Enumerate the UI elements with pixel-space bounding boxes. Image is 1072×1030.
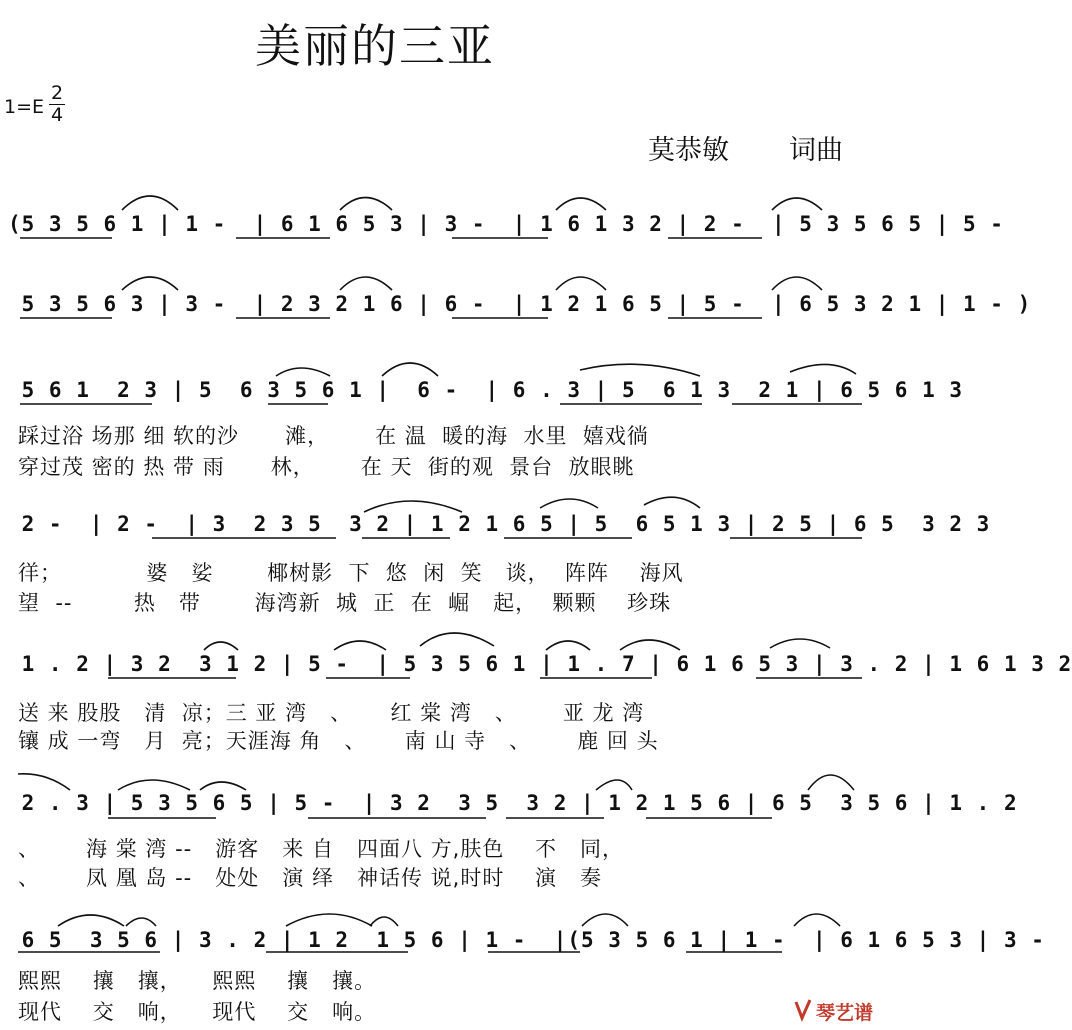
slur xyxy=(118,780,190,790)
slur xyxy=(58,915,124,926)
slur xyxy=(644,497,700,508)
credit-author: 莫恭敏 xyxy=(648,135,729,166)
lyric-verse-2: 镶 成 一弯 月 亮；天涯海 角 、 南 山 寺 、 鹿 回 头 xyxy=(18,729,659,753)
slur xyxy=(126,918,156,926)
notes-line: 2 - | 2 - | 3 2 3 5 3 2 | 1 2 1 6 5 | 5 6 5 1 3 | 2 5 | 6 5 3 2 3 xyxy=(8,512,991,536)
notes-line: 1 . 2 | 3 2 3 1 2 | 5 - | 5 3 5 6 1 | 1 . 7 | 6 1 6 5 3 | 3 . 2 | 1 6 1 3 2 xyxy=(8,652,1072,676)
slur xyxy=(794,914,840,926)
slur xyxy=(620,640,680,650)
score-row-5 xyxy=(0,652,1072,692)
slur xyxy=(596,780,632,790)
score-row-4 xyxy=(0,512,991,552)
score-row-1 xyxy=(0,212,1004,252)
lyric-verse-2: 望 -- 热 带 海湾新 城 正 在 崛 起， 颗颗 珍珠 xyxy=(18,591,672,615)
lyric-verse-1: 踩过浴 场那 细 软的沙 滩， 在 温 暖的海 水里 嬉戏徜 xyxy=(18,424,649,448)
notes-line: 5 6 1 2 3 | 5 6 3 5 6 1 | 6 - | 6 . 3 | 5 6 1 3 2 1 | 6 5 6 1 3 xyxy=(8,378,964,402)
slur xyxy=(772,198,822,210)
lyric-verse-1: 徉； 婆 娑 椰树影 下 悠 闲 笑 谈， 阵阵 海风 xyxy=(18,561,684,585)
slur xyxy=(286,914,372,926)
slur xyxy=(200,782,246,790)
slur xyxy=(122,277,178,290)
watermark-text: 琴艺谱 xyxy=(816,1002,874,1024)
lyric-verse-2: 穿过茂 密的 热 带 雨 林， 在 天 街的观 景台 放眼眺 xyxy=(18,455,635,479)
slur xyxy=(582,914,628,926)
time-signature xyxy=(47,84,67,125)
slur xyxy=(790,364,856,374)
slur xyxy=(772,277,822,290)
slur xyxy=(546,641,590,650)
slur xyxy=(204,642,238,650)
meter-bottom: 4 xyxy=(50,104,64,126)
score-row-3 xyxy=(0,378,964,418)
slur xyxy=(382,363,438,376)
slur xyxy=(580,364,700,376)
score-row-2 xyxy=(0,292,1032,332)
slur xyxy=(420,633,494,646)
lyric-verse-1: 送 来 股股 清 凉；三 亚 湾 、 红 棠 湾 、 亚 龙 湾 xyxy=(18,701,645,725)
slur xyxy=(122,196,178,210)
notes-line: 2 . 3 | 5 3 5 6 5 | 5 - | 3 2 3 5 3 2 | 1 2 1 5 6 | 6 5 3 5 6 | 1 . 2 xyxy=(8,791,1018,815)
song-title: 美丽的三亚 xyxy=(255,19,495,73)
slur xyxy=(334,641,386,650)
slur xyxy=(770,639,830,648)
lyric-verse-1: 、 海 棠 湾 -- 游客 来 自 四面八 方,肤色 不 同， xyxy=(18,837,625,861)
meter-top: 2 xyxy=(50,82,64,104)
slur xyxy=(540,499,598,508)
notes-line: 6 5 3 5 6 | 3 . 2 | 1 2 1 5 6 | 1 - |(5 3 5 6 1 | 1 - | 6 1 6 5 3 | 3 - xyxy=(8,928,1045,952)
slur xyxy=(556,277,606,290)
credit xyxy=(648,128,843,167)
slur xyxy=(364,501,462,512)
credit-role: 词曲 xyxy=(789,135,843,166)
notes-line: 5 3 5 6 3 | 3 - | 2 3 2 1 6 | 6 - | 1 2 1 6 5 | 5 - | 6 5 3 2 1 | 1 - ) xyxy=(8,292,1032,316)
lyric-verse-2: 现代 交 响， 现代 交 响。 xyxy=(18,1000,377,1024)
score-row-7 xyxy=(0,928,1045,968)
slur xyxy=(808,775,854,790)
score-row-6 xyxy=(0,791,1018,831)
slur xyxy=(370,917,398,926)
slur xyxy=(18,774,70,790)
slur xyxy=(340,277,392,290)
lyric-verse-2: 、 凤 凰 岛 -- 处处 演 绎 神话传 说,时时 演 奏 xyxy=(18,866,603,890)
lyric-verse-1: 熙熙 攘 攘， 熙熙 攘 攘。 xyxy=(18,969,377,993)
slur xyxy=(340,198,392,211)
notes-line: (5 3 5 6 1 | 1 - | 6 1 6 5 3 | 3 - | 1 6 1 3 2 | 2 - | 5 3 5 6 5 | 5 - xyxy=(8,212,1004,236)
slur xyxy=(276,368,330,376)
key-signature: 1=E xyxy=(4,96,45,118)
slur xyxy=(556,198,606,210)
